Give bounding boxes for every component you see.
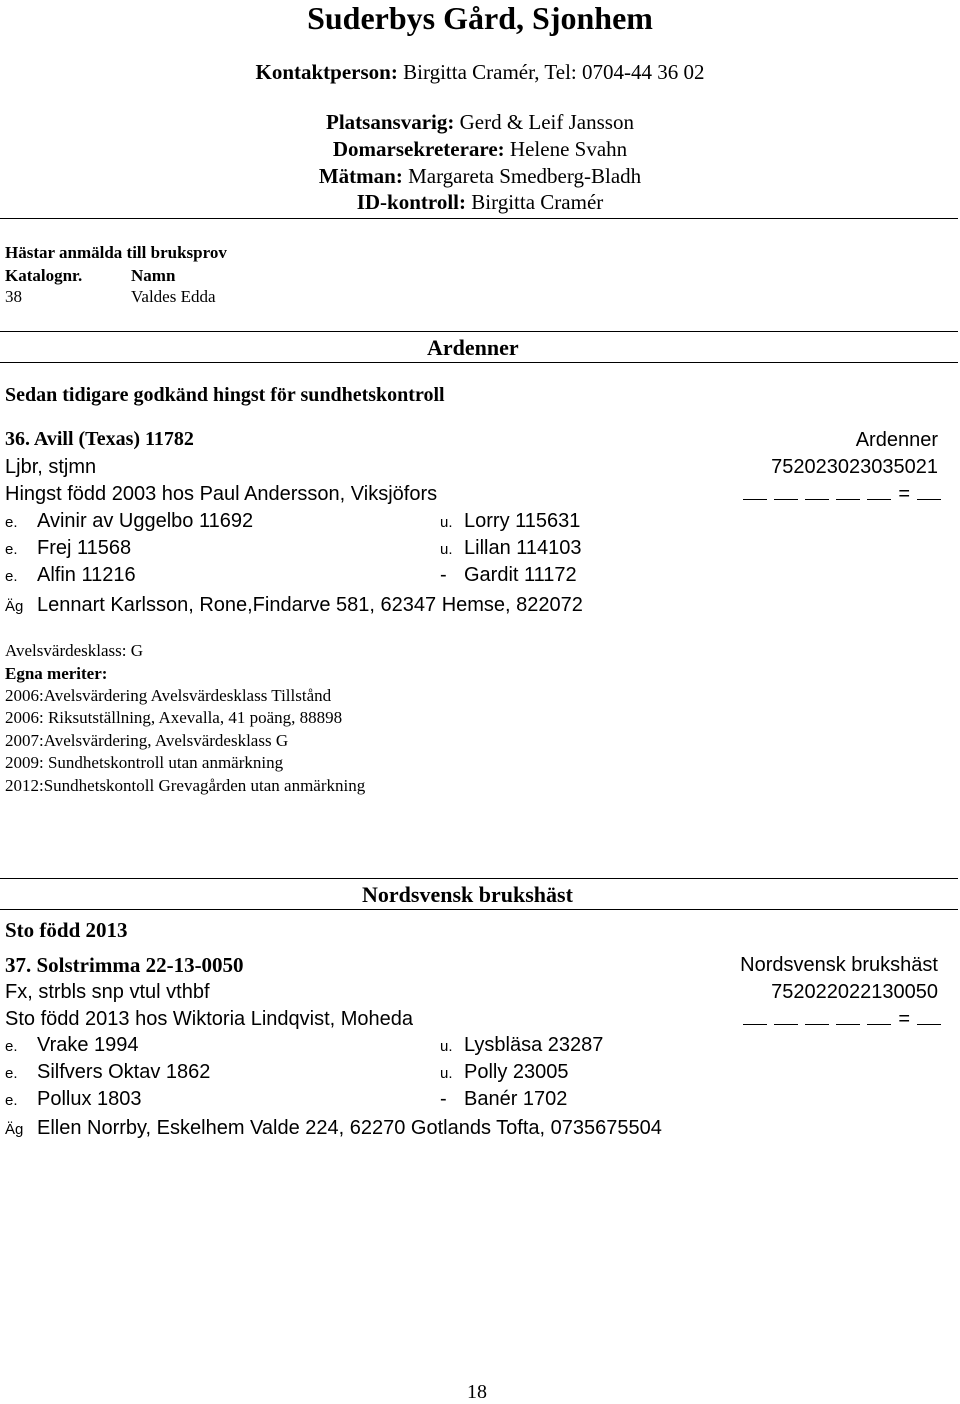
contact-label: Kontaktperson: xyxy=(255,60,398,84)
registration-name: Valdes Edda xyxy=(131,287,216,306)
score-blank[interactable] xyxy=(743,1008,767,1025)
pedigree-prefix: e. xyxy=(5,1092,18,1109)
staff-value: Margareta Smedberg-Bladh xyxy=(408,164,642,188)
horse-id-number: 752023023035021 xyxy=(771,456,938,478)
score-blanks[interactable] xyxy=(743,483,948,506)
horse-title: 37. Solstrimma 22-13-0050 xyxy=(5,953,244,977)
horse-title: 36. Avill (Texas) 11782 xyxy=(5,428,194,450)
staff-label: Platsansvarig: xyxy=(326,110,455,134)
horse-owner: Lennart Karlsson, Rone,Findarve 581, 62347 Hemse, 822072 xyxy=(37,594,583,616)
pedigree-sire-sire: Frej 11568 xyxy=(37,537,132,559)
page-title: Suderbys Gård, Sjonhem xyxy=(307,0,653,36)
registration-catalog: 38 xyxy=(5,287,22,306)
staff-value: Birgitta Cramér xyxy=(471,190,604,214)
pedigree-prefix: e. xyxy=(5,541,18,558)
horse-id-number: 752022022130050 xyxy=(771,981,938,1003)
horse-owner: Ellen Norrby, Eskelhem Valde 224, 62270 Gotlands Tofta, 0735675504 xyxy=(37,1117,662,1139)
merits-heading: Egna meriter: xyxy=(5,664,108,683)
col-name-header: Namn xyxy=(131,266,176,285)
staff-matman xyxy=(0,164,960,189)
staff-label: Domarsekreterare: xyxy=(332,137,505,161)
pedigree-prefix: u. xyxy=(440,541,453,558)
merit-item: 2007:Avelsvärdering, Avelsvärdesklass G xyxy=(5,731,289,750)
merit-item: 2009: Sundhetskontroll utan anmärkning xyxy=(5,753,284,772)
breed-heading: Nordsvensk brukshäst xyxy=(362,882,573,907)
score-blank[interactable] xyxy=(774,1008,798,1025)
score-blank[interactable] xyxy=(805,483,829,500)
score-total-blank[interactable] xyxy=(917,483,941,500)
divider xyxy=(0,909,958,910)
contact-value: Birgitta Cramér, Tel: 0704-44 36 02 xyxy=(403,60,705,84)
divider xyxy=(0,331,958,332)
score-blank[interactable] xyxy=(805,1008,829,1025)
owner-prefix: Äg xyxy=(5,1121,24,1138)
horse-breed: Ardenner xyxy=(855,429,938,451)
score-blank[interactable] xyxy=(743,483,767,500)
pedigree-dash: - xyxy=(440,564,447,586)
score-blank[interactable] xyxy=(867,483,891,500)
merit-item: 2006:Avelsvärdering Avelsvärdesklass Tillstånd xyxy=(5,686,332,705)
section-subheading: Sto född 2013 xyxy=(5,918,128,942)
pedigree-dam-dam: Gardit 11172 xyxy=(464,564,577,586)
breeding-class: Avelsvärdesklass: G xyxy=(5,641,144,660)
pedigree-dam-dam: Banér 1702 xyxy=(464,1088,568,1110)
staff-domarsekreterare xyxy=(0,137,960,162)
score-blank[interactable] xyxy=(867,1008,891,1025)
score-total-blank[interactable] xyxy=(917,1008,941,1025)
staff-label: Mätman: xyxy=(318,164,403,188)
staff-id-kontroll xyxy=(0,190,960,215)
page-number: 18 xyxy=(467,1381,487,1403)
pedigree-sire-dam: Lillan 114103 xyxy=(464,537,582,559)
pedigree-prefix: u. xyxy=(440,1065,453,1082)
pedigree-prefix: u. xyxy=(440,514,453,531)
pedigree-sire: Vrake 1994 xyxy=(37,1034,139,1056)
col-catalog-header: Katalognr. xyxy=(5,266,83,285)
staff-value: Helene Svahn xyxy=(509,137,628,161)
horse-born: Hingst född 2003 hos Paul Andersson, Viksjöfors xyxy=(5,483,438,505)
pedigree-prefix: e. xyxy=(5,1065,18,1082)
pedigree-sire-dam: Polly 23005 xyxy=(464,1061,569,1083)
pedigree-sire-sire: Silfvers Oktav 1862 xyxy=(37,1061,211,1083)
pedigree-dam: Lorry 115631 xyxy=(464,510,581,532)
score-blanks[interactable] xyxy=(743,1008,948,1031)
score-blank[interactable] xyxy=(836,1008,860,1025)
merit-item: 2012:Sundhetskontoll Grevagården utan anmärkning xyxy=(5,776,366,795)
pedigree-dam-sire: Alfin 11216 xyxy=(37,564,136,586)
horse-breed: Nordsvensk brukshäst xyxy=(740,954,938,976)
staff-label: ID-kontroll: xyxy=(356,190,467,214)
pedigree-prefix: e. xyxy=(5,1038,18,1055)
horse-born: Sto född 2013 hos Wiktoria Lindqvist, Moheda xyxy=(5,1008,414,1030)
pedigree-dam-sire: Pollux 1803 xyxy=(37,1088,142,1110)
merit-item: 2006: Riksutställning, Axevalla, 41 poäng, 88898 xyxy=(5,708,343,727)
score-blank[interactable] xyxy=(836,483,860,500)
pedigree-prefix: e. xyxy=(5,568,18,585)
owner-prefix: Äg xyxy=(5,598,24,615)
divider xyxy=(0,218,958,219)
section-subheading: Sedan tidigare godkänd hingst för sundhetskontroll xyxy=(5,384,445,406)
equals-sign: = xyxy=(898,1008,910,1030)
pedigree-sire: Avinir av Uggelbo 11692 xyxy=(37,510,254,532)
pedigree-prefix: u. xyxy=(440,1038,453,1055)
contact-line xyxy=(0,60,960,85)
staff-value: Gerd & Leif Jansson xyxy=(459,110,634,134)
pedigree-dash: - xyxy=(440,1088,447,1110)
registrations-title: Hästar anmälda till bruksprov xyxy=(5,243,227,262)
equals-sign: = xyxy=(898,483,910,505)
divider xyxy=(0,362,958,363)
score-blank[interactable] xyxy=(774,483,798,500)
breed-heading: Ardenner xyxy=(427,335,519,360)
staff-platsansvarig xyxy=(0,110,960,135)
divider xyxy=(0,878,958,879)
horse-description: Fx, strbls snp vtul vthbf xyxy=(5,981,210,1003)
horse-description: Ljbr, stjmn xyxy=(5,456,97,478)
pedigree-dam: Lysbläsa 23287 xyxy=(464,1034,604,1056)
pedigree-prefix: e. xyxy=(5,514,18,531)
